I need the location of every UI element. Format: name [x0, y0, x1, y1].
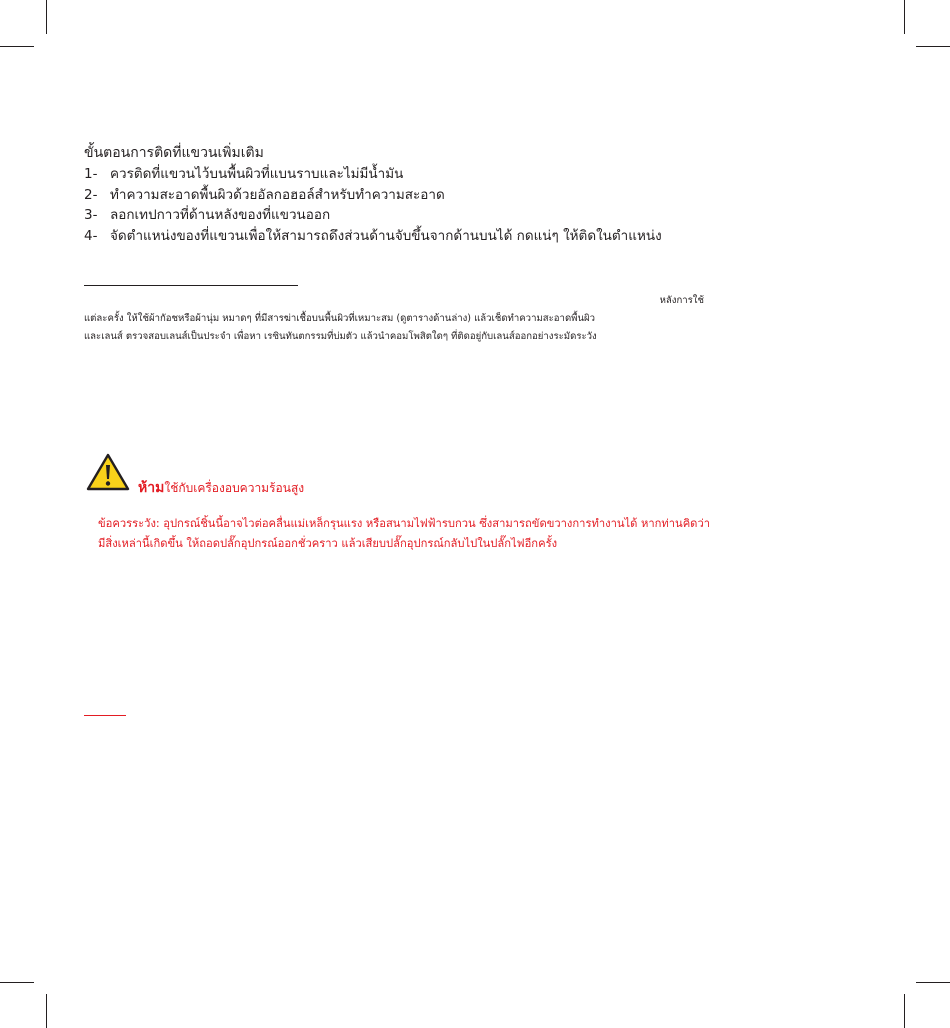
care-line: และเลนส์ ตรวจสอบเลนส์เป็นประจำ เพื่อหา เรซินทันตกรรมที่บ่มตัว แล้วนำคอมโพสิตใดๆ ที่ติดอยู่กับเลนส์ออกอย่างระมัดระวัง — [84, 331, 597, 342]
section-divider — [84, 285, 298, 286]
caution-line: มีสิ่งเหล่านี้เกิดขึ้น ให้ถอดปลั๊กอุปกรณ์ออกชั่วคราว แล้วเสียบปลั๊กอุปกรณ์กลับไปในปลั๊กไฟอีกครั้ง — [98, 537, 558, 550]
warning-heading — [138, 478, 304, 498]
install-step — [84, 205, 662, 226]
crop-mark-top-left-vertical — [46, 0, 47, 34]
step-number: 2- — [84, 186, 98, 203]
care-line: หลังการใช้ — [659, 295, 704, 306]
install-step — [84, 185, 662, 206]
install-steps-list — [84, 164, 662, 246]
step-number: 3- — [84, 207, 98, 223]
step-text: ลอกเทปกาวที่ด้านหลังของที่แขวนออก — [110, 207, 331, 223]
footnote-divider — [84, 715, 126, 716]
warning-text: ใช้กับเครื่องอบความร้อนสูง — [164, 481, 305, 495]
crop-mark-top-right-vertical — [904, 0, 905, 34]
care-line: แต่ละครั้ง ให้ใช้ผ้ากัอชหรือผ้านุ่ม หมาดๆ ที่มีสารฆ่าเชื้อบนพื้นผิวที่เหมาะสม (ดูตารางด้านล่าง) แล้วเช็ดทำความสะอาดพื้นผิว — [84, 313, 596, 324]
install-steps-title: ขั้นตอนการติดที่แขวนเพิ่มเติม — [84, 145, 264, 161]
crop-mark-bottom-right-horizontal — [916, 982, 950, 983]
care-paragraph — [84, 292, 704, 346]
install-step — [84, 226, 662, 247]
step-text: จัดตำแหน่งของที่แขวนเพื่อให้สามารถดึงส่วนด้านจับขึ้นจากด้านบนได้ กดแน่ๆ ให้ติดในตำแหน่ง — [110, 227, 662, 244]
crop-mark-bottom-left-vertical — [46, 994, 47, 1028]
step-number: 1- — [84, 166, 98, 182]
step-text: ทำความสะอาดพื้นผิวด้วยอัลกอฮอล์สำหรับทำความสะอาด — [110, 186, 445, 203]
warning-prohibit-word: ห้าม — [138, 480, 165, 496]
crop-mark-top-right-horizontal — [916, 46, 950, 47]
crop-mark-bottom-right-vertical — [904, 994, 905, 1028]
crop-mark-top-left-horizontal — [0, 46, 34, 47]
caution-line: ข้อควรระวัง: อุปกรณ์ชิ้นนี้อาจไวต่อคลื่นแม่เหล็กรุนแรง หรือสนามไฟฟ้ารบกวน ซึ่งสามารถขัดขวางการทำงานได้ หากท่านคิดว่า — [98, 517, 711, 530]
warning-triangle-icon — [86, 453, 130, 491]
step-number: 4- — [84, 227, 98, 244]
step-text: ควรติดที่แขวนไว้บนพื้นผิวที่แบนราบและไม่มีน้ำมัน — [110, 166, 404, 182]
install-step — [84, 164, 662, 185]
crop-mark-bottom-left-horizontal — [0, 982, 34, 983]
caution-paragraph — [98, 514, 710, 554]
